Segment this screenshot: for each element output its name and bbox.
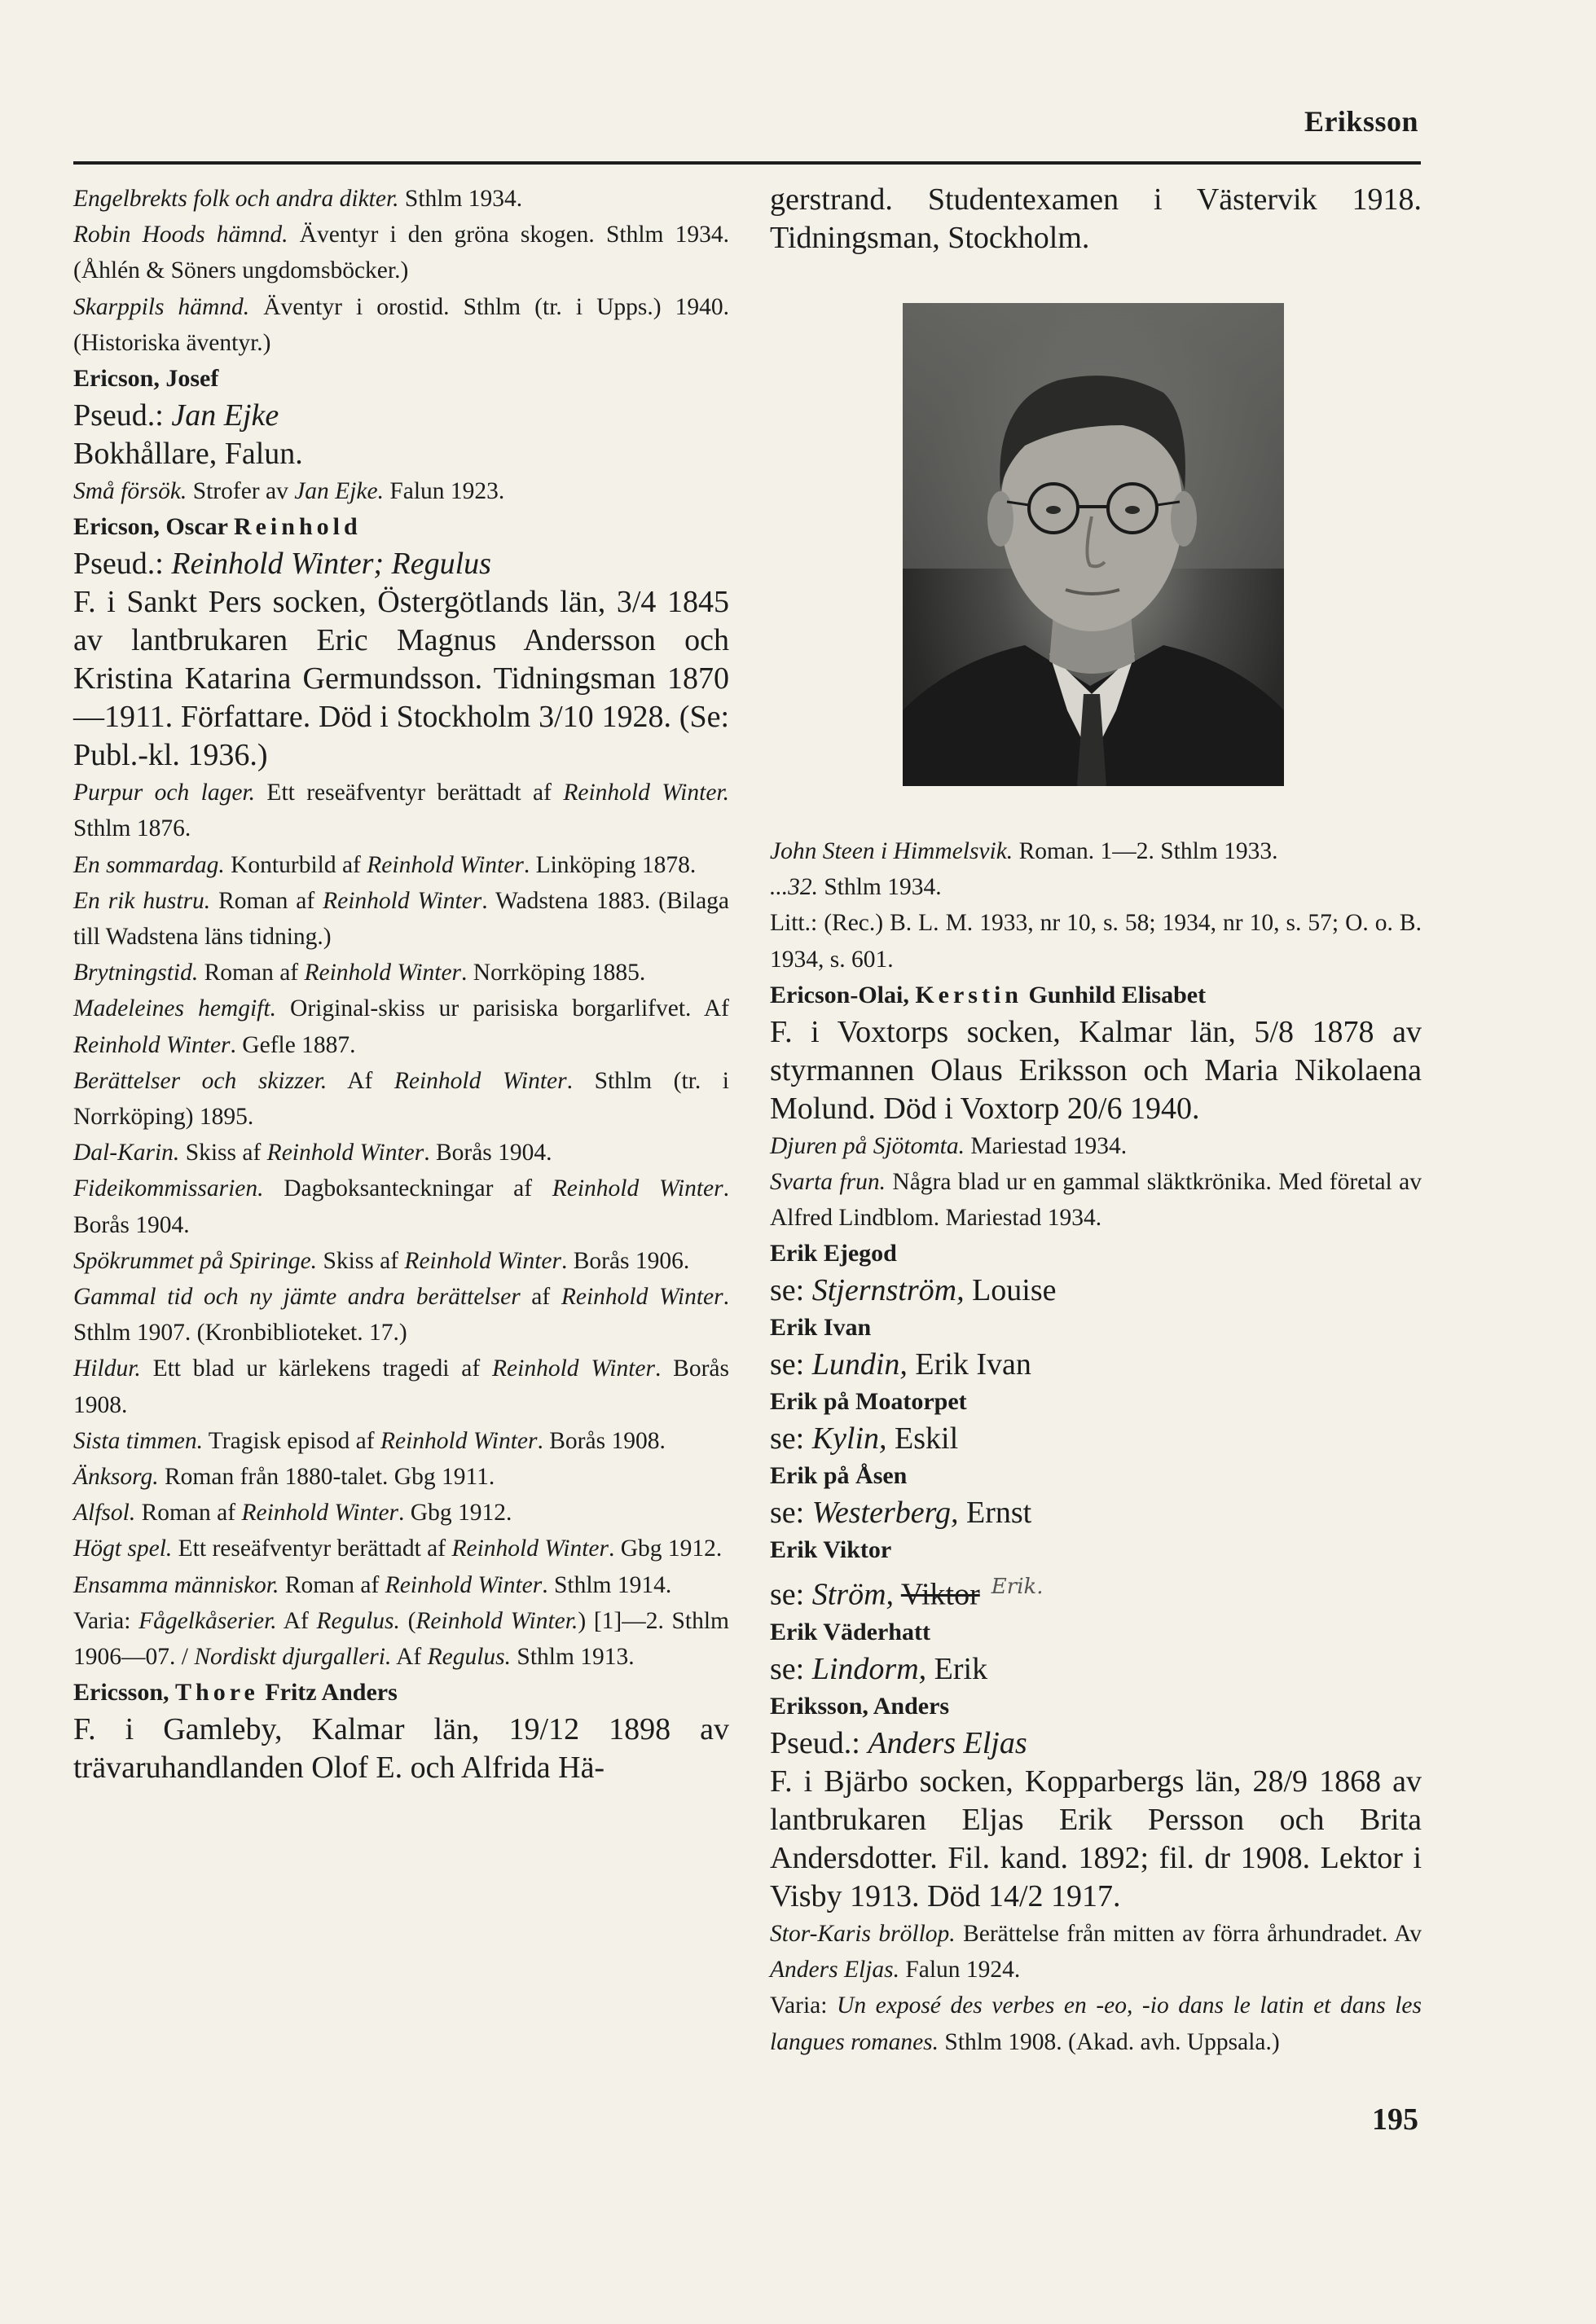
entry-work: En sommardag. Konturbild af Reinhold Winter. Linköping 1878. — [73, 851, 697, 878]
see-reference: se: Stjernström, Louise — [770, 1273, 1057, 1308]
entry-work: Stor-Karis bröllop. Berättelse från mitten av förra århundradet. Av Anders Eljas. Falun 1924. — [770, 1921, 1422, 1984]
entry-work: Gammal tid och ny jämte andra berättelser af Reinhold Winter. Sthlm 1907. (Kronbiblioteket. 17.) — [73, 1284, 729, 1347]
entry-work: En rik hustru. Roman af Reinhold Winter. Wadstena 1883. (Bilaga till Wadstena läns tidning.) — [73, 887, 730, 951]
entry-work: Ensamma människor. Roman af Reinhold Winter. Sthlm 1914. — [73, 1571, 672, 1598]
entry-work: Berättelser och skizzer. Af Reinhold Winter. Sthlm (tr. i Norrköping) 1895. — [73, 1067, 729, 1131]
bio-text: F. i Sankt Pers socken, Östergötlands län, 3/4 1845 av lantbrukaren Eric Magnus Andersson och Kristina Katarina Germundsson. Tidningsman 1870—1911. Författare. Död i Stockholm 3/10 1928. (Se: Publ.-kl. 1936.) — [73, 585, 729, 773]
see-reference: se: Ström, Viktor $^{Erik.}$ — [770, 1575, 1044, 1613]
right-column — [770, 181, 1422, 2060]
entry-work: Alfsol. Roman af Reinhold Winter. Gbg 1912. — [73, 1500, 512, 1527]
varia-line: Varia: Un exposé des verbes en -eo, -io dans le latin et dans les langues romanes. Sthlm 1908. (Akad. avh. Uppsala.) — [770, 1992, 1422, 2055]
literature-line: Litt.: (Rec.) B. L. M. 1933, nr 10, s. 58; 1934, nr 10, s. 57; O. o. B. 1934, s. 601. — [770, 910, 1422, 973]
entry-work: Sista timmen. Tragisk episod af Reinhold Winter. Borås 1908. — [73, 1427, 666, 1454]
portrait-photo — [903, 303, 1284, 786]
entry-work: Fideikommissarien. Dagboksanteckningar af Reinhold Winter. Borås 1904. — [73, 1175, 729, 1238]
entry-heading: Erik på Åsen — [770, 1462, 908, 1490]
bio-text: F. i Gamleby, Kalmar län, 19/12 1898 av trävaruhandlanden Olof E. och Alfrida Hä- — [73, 1712, 729, 1786]
entry-heading: Erik Ejegod — [770, 1240, 897, 1267]
entry-work: Svarta frun. Några blad ur en gammal släktkrönika. Med företal av Alfred Lindblom. Mariestad 1934. — [770, 1169, 1422, 1232]
page-number: 195 — [1372, 2102, 1418, 2137]
bio-text: F. i Bjärbo socken, Kopparbergs län, 28/9 1868 av lantbrukaren Eljas Erik Persson och Brita Andersdotter. Fil. kand. 1892; fil. dr 1908. Lektor i Visby 1913. Död 14/2 1917. — [770, 1764, 1422, 1914]
entry-work: Robin Hoods hämnd. Äventyr i den gröna skogen. Sthlm 1934. (Åhlén & Söners ungdomsböcker.) — [73, 222, 729, 284]
entry-heading: Ericson-Olai, Kerstin Gunhild Elisabet — [770, 981, 1207, 1008]
entry-heading: Ericsson, Thore Fritz Anders — [73, 1679, 398, 1707]
entry-heading: Ericson, Oscar Reinhold — [73, 513, 362, 541]
entry-work: Högt spel. Ett reseäfventyr berättadt af Reinhold Winter. Gbg 1912. — [73, 1535, 723, 1562]
entry-heading: Erik Väderhatt — [770, 1619, 930, 1646]
entry-work: Spökrummet på Spiringe. Skiss af Reinhold Winter. Borås 1906. — [73, 1247, 690, 1274]
handwritten-note: Erik. — [991, 1575, 1044, 1600]
see-reference: se: Lindorm, Erik — [770, 1652, 988, 1687]
entry-work: Djuren på Sjötomta. Mariestad 1934. — [770, 1132, 1128, 1159]
entry-heading: Eriksson, Anders — [770, 1693, 950, 1720]
entry-heading: Erik på Moatorpet — [770, 1388, 967, 1416]
entry-work: Änksorg. Roman från 1880-talet. Gbg 1911. — [73, 1464, 495, 1491]
entry-work: John Steen i Himmelsvik. Roman. 1—2. Sthlm 1933. — [770, 838, 1278, 864]
struck-text: Viktor — [900, 1578, 980, 1613]
running-head: Eriksson — [1304, 105, 1418, 138]
entry-work: Brytningstid. Roman af Reinhold Winter. Norrköping 1885. — [73, 960, 646, 986]
see-reference: se: Kylin, Eskil — [770, 1421, 959, 1456]
entry-heading: Ericson, Josef — [73, 365, 219, 393]
left-column — [73, 181, 729, 1787]
bio-text: F. i Voxtorps socken, Kalmar län, 5/8 1878 av styrmannen Olaus Eriksson och Maria Nikolaena Molund. Död i Voxtorp 20/6 1940. — [770, 1014, 1422, 1126]
entry-work: Madeleines hemgift. Original-skiss ur parisiska borgarlifvet. Af Reinhold Winter. Gefle 1887. — [73, 995, 730, 1058]
entry-work: Hildur. Ett blad ur kärlekens tragedi af Reinhold Winter. Borås 1908. — [73, 1355, 729, 1418]
see-reference: se: Lundin, Erik Ivan — [770, 1347, 1031, 1382]
varia-line: Varia: Fågelkåserier. Af Regulus. (Reinhold Winter.) [1]—2. Sthlm 1906—07. / Nordiskt djurgalleri. Af Regulus. Sthlm 1913. — [73, 1607, 729, 1671]
header-rule — [73, 161, 1421, 165]
bio-text: gerstrand. Studentexamen i Västervik 1918. Tidningsman, Stockholm. — [770, 182, 1422, 255]
entry-work: Skarppils hämnd. Äventyr i orostid. Sthlm (tr. i Upps.) 1940. (Historiska äventyr.) — [73, 293, 729, 356]
pseudonym-line: Pseud.: Jan Ejke — [73, 398, 279, 433]
entry-work: Engelbrekts folk och andra dikter. Sthlm 1934. — [73, 186, 523, 212]
entry-work: Purpur och lager. Ett reseäfventyr berättadt af Reinhold Winter. Sthlm 1876. — [73, 780, 730, 842]
see-reference: se: Westerberg, Ernst — [770, 1496, 1032, 1531]
entry-heading: Erik Ivan — [770, 1314, 872, 1342]
pseudonym-line: Pseud.: Anders Eljas — [770, 1726, 1027, 1761]
entry-work: ...32. Sthlm 1934. — [770, 874, 942, 901]
portrait-figure — [903, 303, 1284, 786]
entry-work: Små försök. Strofer av Jan Ejke. Falun 1923. — [73, 478, 505, 505]
pseudonym-line: Pseud.: Reinhold Winter; Regulus — [73, 547, 491, 582]
bio-text: Bokhållare, Falun. — [73, 437, 303, 472]
entry-work: Dal-Karin. Skiss af Reinhold Winter. Borås 1904. — [73, 1140, 552, 1166]
entry-heading: Erik Viktor — [770, 1536, 892, 1564]
